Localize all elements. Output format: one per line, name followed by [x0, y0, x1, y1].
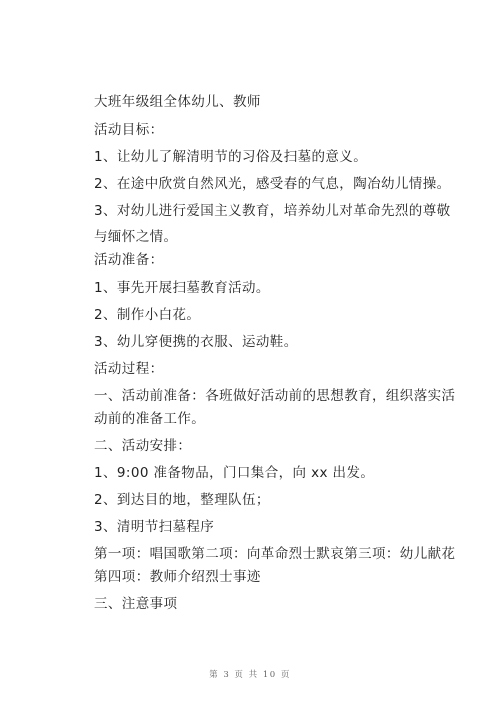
text-line: 1、事先开展扫墓教育活动。: [94, 280, 270, 296]
text-line: 第一项：唱国歌第二项：向革命烈士默哀第三项：幼儿献花: [94, 546, 456, 562]
text-line: 活动准备：: [94, 252, 164, 268]
text-line: 2、在途中欣赏自然风光，感受春的气息，陶冶幼儿情操。: [94, 176, 451, 192]
text-line: 3、对幼儿进行爱国主义教育，培养幼儿对革命先烈的尊敬: [94, 203, 451, 219]
text-line: 3、幼儿穿便携的衣服、运动鞋。: [94, 334, 298, 350]
text-line: 3、清明节扫墓程序: [94, 519, 215, 535]
text-line: 2、制作小白花。: [94, 307, 201, 323]
text-line: 活动目标：: [94, 122, 164, 138]
text-line: 动前的准备工作。: [94, 411, 206, 427]
text-line: 三、注意事项: [94, 596, 178, 612]
text-line: 1、让幼儿了解清明节的习俗及扫墓的意义。: [94, 149, 368, 165]
text-line: 2、到达目的地，整理队伍；: [94, 492, 270, 508]
text-line: 与缅怀之情。: [94, 229, 178, 245]
text-line: 第四项：教师介绍烈士事迹: [94, 569, 261, 585]
text-line: 二、活动安排：: [94, 438, 192, 454]
text-line: 活动过程：: [94, 361, 164, 377]
page-number-footer: 第 3 页 共 10 页: [209, 670, 291, 680]
text-line: 1、9:00 准备物品，门口集合，向 xx 出发。: [94, 465, 375, 481]
text-line: 一、活动前准备：各班做好活动前的思想教育，组织落实活: [94, 388, 456, 404]
text-line: 大班年级组全体幼儿、教师: [94, 94, 261, 110]
